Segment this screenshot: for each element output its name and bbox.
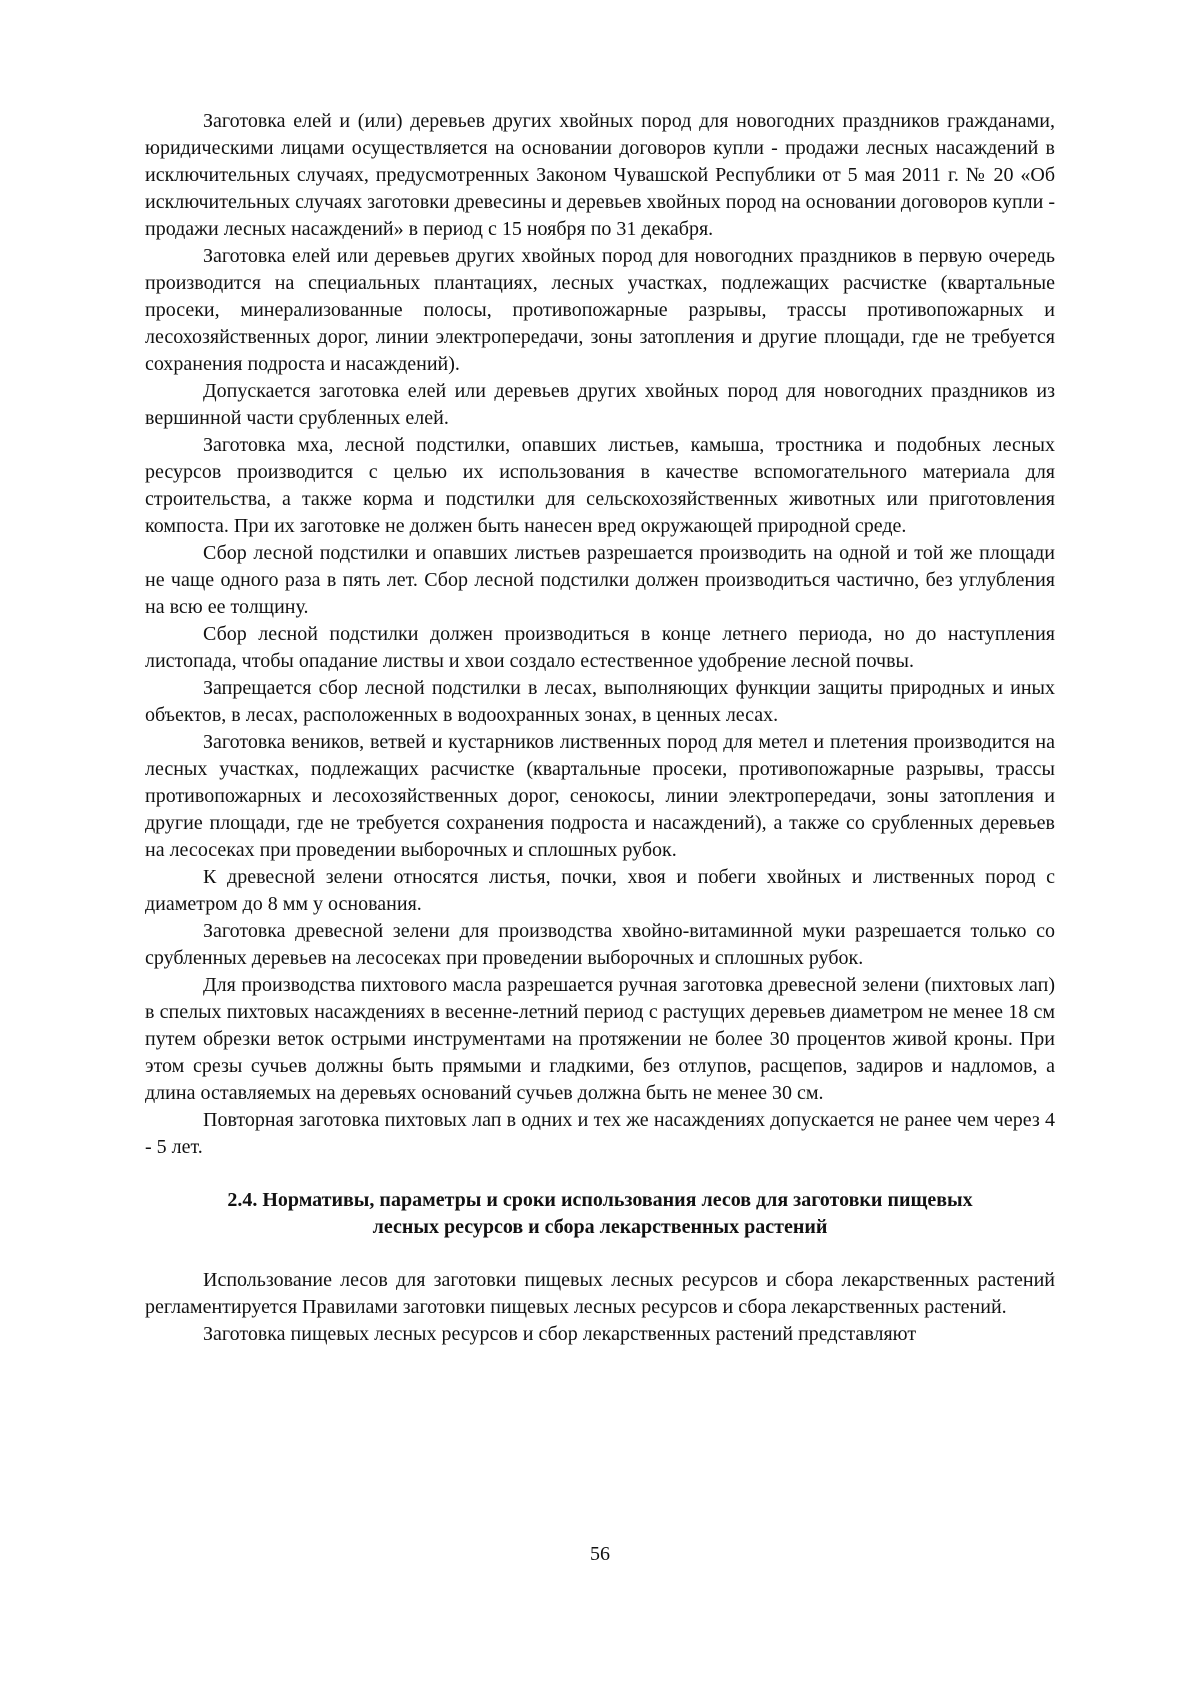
paragraph-moss-litter-harvesting: Заготовка мха, лесной подстилки, опавших листьев, камыша, тростника и подобных лесных ресурсов производится с целью их использования в качестве вспомогательного материала для строительства, а также корма и подстилки для сельскохозяйственных животных или приготовления компоста. При их заготовке не должен быть нанесен вред окружающей природной среде.: [145, 434, 1055, 537]
section-heading: [145, 1187, 1055, 1241]
paragraph-greenery-definition: К древесной зелени относятся листья, почки, хвоя и побеги хвойных и лиственных пород с диаметром до 8 мм у основания.: [145, 866, 1055, 915]
paragraph-litter-frequency: Сбор лесной подстилки и опавших листьев разрешается производить на одной и той же площади не чаще одного раза в пять лет. Сбор лесной подстилки должен производиться частично, без углубления на всю ее толщину.: [145, 542, 1055, 618]
paragraph-vitamin-flour: Заготовка древесной зелени для производства хвойно-витаминной муки разрешается только со срубленных деревьев на лесосеках при проведении выборочных и сплошных рубок.: [145, 920, 1055, 969]
paragraph-food-resources-continued: Заготовка пищевых лесных ресурсов и сбор лекарственных растений представляют: [203, 1323, 917, 1345]
paragraph-fir-repeat: Повторная заготовка пихтовых лап в одних и тех же насаждениях допускается не ранее чем через 4 - 5 лет.: [145, 1109, 1055, 1158]
paragraph-food-resources-rules: Использование лесов для заготовки пищевых лесных ресурсов и сбора лекарственных растений регламентируется Правилами заготовки пищевых лесных ресурсов и сбора лекарственных растений.: [145, 1269, 1055, 1318]
paragraph-new-year-trees-contracts: Заготовка елей и (или) деревьев других хвойных пород для новогодних праздников гражданами, юридическими лицами осуществляется на основании договоров купли - продажи лесных насаждений в исключительных случаях, предусмотренных Законом Чувашской Республики от 5 мая 2011 г. № 20 «Об исключительных случаях заготовки древесины и деревьев хвойных пород на основании договоров купли - продажи лесных насаждений» в период с 15 ноября по 31 декабря.: [145, 110, 1056, 240]
paragraph-new-year-trees-locations: Заготовка елей или деревьев других хвойных пород для новогодних праздников в первую очередь производится на специальных плантациях, лесных участках, подлежащих расчистке (квартальные просеки, минерализованные полосы, противопожарные разрывы, трассы противопожарных и лесохозяйственных дорог, линии электропередачи, зоны затопления и другие площади, где не требуется сохранения подроста и насаждений).: [145, 245, 1055, 375]
paragraph-litter-timing: Сбор лесной подстилки должен производиться в конце летнего периода, но до наступления листопада, чтобы опадание листвы и хвои создало естественное удобрение лесной почвы.: [145, 623, 1055, 672]
paragraph-tree-tops: Допускается заготовка елей или деревьев других хвойных пород для новогодних праздников из вершинной части срубленных елей.: [145, 380, 1055, 429]
paragraph-fir-oil: Для производства пихтового масла разрешается ручная заготовка древесной зелени (пихтовых лап) в спелых пихтовых насаждениях в весенне-летний период с растущих деревьев диаметром не менее 18 см путем обрезки веток острыми инструментами на протяжении не более 30 процентов живой кроны. При этом срезы сучьев должны быть прямыми и гладкими, без отлупов, расщепов, задиров и надломов, а длина оставляемых на деревьях оснований сучьев должна быть не менее 30 см.: [145, 974, 1055, 1104]
section-heading-line-1: 2.4. Нормативы, параметры и сроки использования лесов для заготовки пищевых: [227, 1189, 973, 1211]
paragraph-litter-prohibition: Запрещается сбор лесной подстилки в лесах, выполняющих функции защиты природных и иных объектов, в лесах, расположенных в водоохранных зонах, в ценных лесах.: [145, 677, 1055, 726]
document-page: [145, 108, 1055, 1668]
paragraph-brooms-branches: Заготовка веников, ветвей и кустарников лиственных пород для метел и плетения производится на лесных участках, подлежащих расчистке (квартальные просеки, противопожарные разрывы, трассы противопожарных и лесохозяйственных дорог, сенокосы, линии электропередачи, зоны затопления и другие площади, где не требуется сохранения подроста и насаждений), а также со срубленных деревьев на лесосеках при проведении выборочных и сплошных рубок.: [145, 731, 1055, 861]
page-number: 56: [590, 1543, 610, 1565]
section-heading-line-2: лесных ресурсов и сбора лекарственных растений: [372, 1216, 828, 1238]
